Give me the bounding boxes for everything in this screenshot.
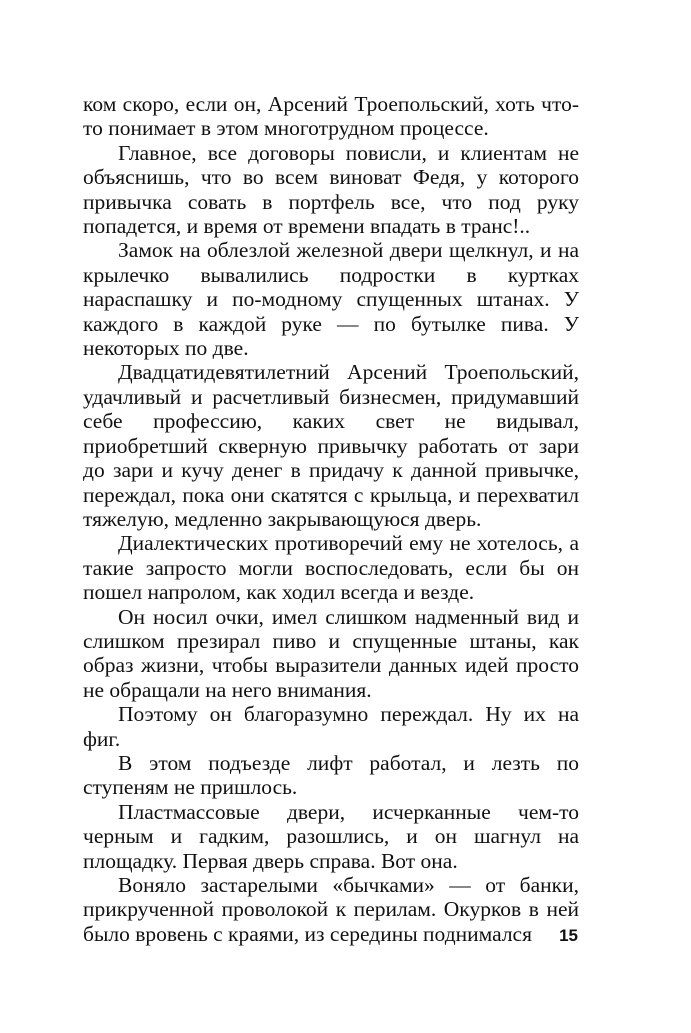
paragraph-3: Замок на облезлой железной двери щелкнул, и на крылечко вывалились подростки в куртках нараспашку и по-модному спущенных штанах. У каждого в каждой руке — по бутылке пива. У некоторых по две. <box>83 238 579 361</box>
paragraph-9: Пластмассовые двери, исчерканные чем-то черным и гадким, разошлись, и он шагнул на площадку. Первая дверь справа. Вот она. <box>83 799 579 873</box>
paragraph-1: ком скоро, если он, Арсений Троепольский, хоть что-то понимает в этом многотрудном процессе. <box>83 92 579 141</box>
page-number: 15 <box>559 926 578 945</box>
paragraph-10: Воняло застарелыми «бычками» — от банки, прикрученной проволокой к перилам. Окурков в ней было вровень с краями, из середины поднимался <box>83 873 579 946</box>
paragraph-5: Диалектических противоречий ему не хотелось, а такие запросто могли воспоследовать, если бы он пошел напролом, как ходил всегда и везде. <box>83 531 579 605</box>
paragraph-6: Он носил очки, имел слишком надменный вид и слишком презирал пиво и спущенные штаны, как образ жизни, чтобы выразители данных идей просто не обращали на него внимания. <box>83 604 579 702</box>
paragraph-7: Поэтому он благоразумно переждал. Ну их на фиг. <box>83 702 579 751</box>
paragraph-2: Главное, все договоры повисли, и клиентам не объяснишь, что во всем виноват Федя, у которого привычка совать в портфель все, что под руку попадется, и время от времени впадать в транс!.. <box>83 140 579 239</box>
paragraph-4: Двадцатидевятилетний Арсений Троепольский, удачливый и расчетливый бизнесмен, придумавший себе профессию, каких свет не видывал, приобретший скверную привычку работать от зари до зари и кучу денег в придачу к данной привычке, переждал, пока они скатятся с крыльца, и перехватил тяжелую, медленно закрывающуюся дверь. <box>83 360 579 531</box>
paragraph-8: В этом подъезде лифт работал, и лезть по ступеням не пришлось. <box>83 750 579 800</box>
page-text <box>83 92 579 946</box>
